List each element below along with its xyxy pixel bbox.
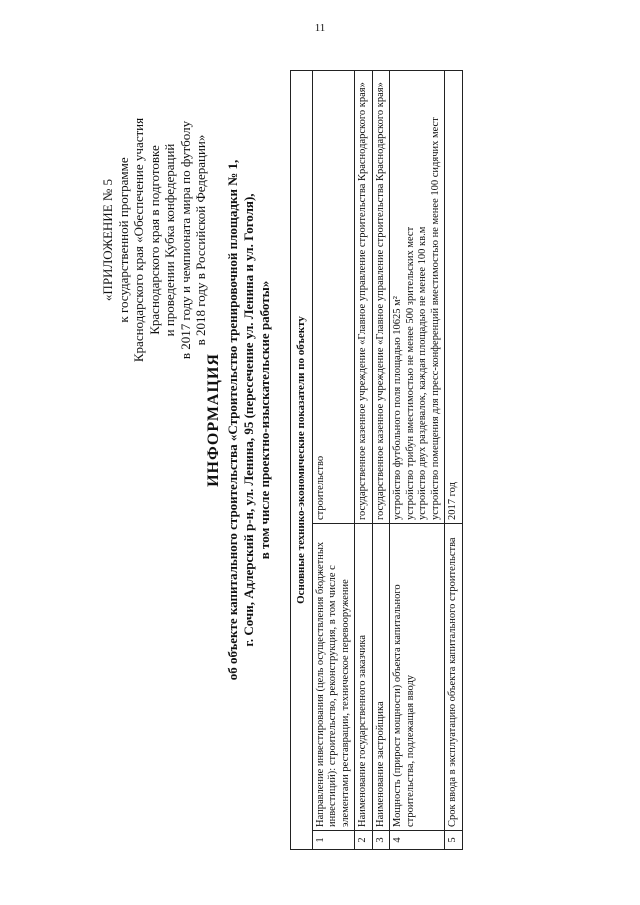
appendix-block xyxy=(100,70,209,410)
document-subtitle-line: в том числе проектно-изыскательские работы» xyxy=(257,280,272,560)
row-indicator-name: Срок ввода в эксплуатацию объекта капитального строительства xyxy=(445,524,463,831)
document-subtitle-line: г. Сочи, Адлерский р-н, ул. Ленина, 95 (пересечение ул. Ленина и ул. Гоголя), xyxy=(241,193,256,647)
appendix-line: к государственной программе xyxy=(115,157,131,323)
table-header: Основные технико-экономические показатели по объекту xyxy=(291,71,313,850)
appendix-line: Краснодарского края «Обеспечение участия xyxy=(131,117,146,363)
document-subtitle-line: об объекте капитального строительства «Строительство тренировочной площадки № 1, xyxy=(225,159,240,681)
table-row xyxy=(372,71,390,850)
row-indicator-value: устройство футбольного поля площадью 10625 м² устройство трибун вместимостью не менее 500 зрительских мест устройство двух раздевалок, каждая площадью не менее 100 кв.м устройство помещения для пресс-конференций вместимостью не менее 100 сидячих мест xyxy=(390,71,445,524)
row-number: 4 xyxy=(390,831,445,850)
table-row xyxy=(355,71,373,850)
row-number: 5 xyxy=(445,831,463,850)
table-header-row xyxy=(291,71,313,850)
rotated-page-content xyxy=(100,70,560,850)
appendix-line: в 2017 году и чемпионата мира по футболу xyxy=(177,120,193,360)
table-row xyxy=(390,71,445,850)
table-row xyxy=(312,71,355,850)
appendix-line: «ПРИЛОЖЕНИЕ № 5 xyxy=(100,178,115,302)
document-heading xyxy=(205,110,273,730)
appendix-line: Краснодарского края в подготовке xyxy=(146,145,162,335)
appendix-line: и проведении Кубка конфедераций xyxy=(162,143,177,337)
table-row xyxy=(445,71,463,850)
row-indicator-name: Мощность (прирост мощности) объекта капитального строительства, подлежащая вводу xyxy=(390,524,445,831)
row-indicator-value: строительство xyxy=(312,71,355,524)
row-indicator-value: государственное казенное учреждение «Главное управление строительства Краснодарского края» xyxy=(355,71,373,524)
row-number: 2 xyxy=(355,831,373,850)
row-indicator-name: Направление инвестирования (цель осуществления бюджетных инвестиций): строительство, реконструкция, в том числе с элементами реставрации, техническое перевооружение xyxy=(312,524,355,831)
row-indicator-value: государственное казенное учреждение «Главное управление строительства Краснодарского края» xyxy=(372,71,390,524)
page-number: 11 xyxy=(314,22,326,34)
row-indicator-name: Наименование государственного заказчика xyxy=(355,524,373,831)
row-number: 1 xyxy=(312,831,355,850)
document-title: ИНФОРМАЦИЯ xyxy=(205,353,222,487)
appendix-line: в 2018 году в Российской Федерации» xyxy=(193,134,208,346)
row-indicator-name: Наименование застройщика xyxy=(372,524,390,831)
row-number: 3 xyxy=(372,831,390,850)
indicators-table xyxy=(290,70,463,850)
row-indicator-value: 2017 год xyxy=(445,71,463,524)
